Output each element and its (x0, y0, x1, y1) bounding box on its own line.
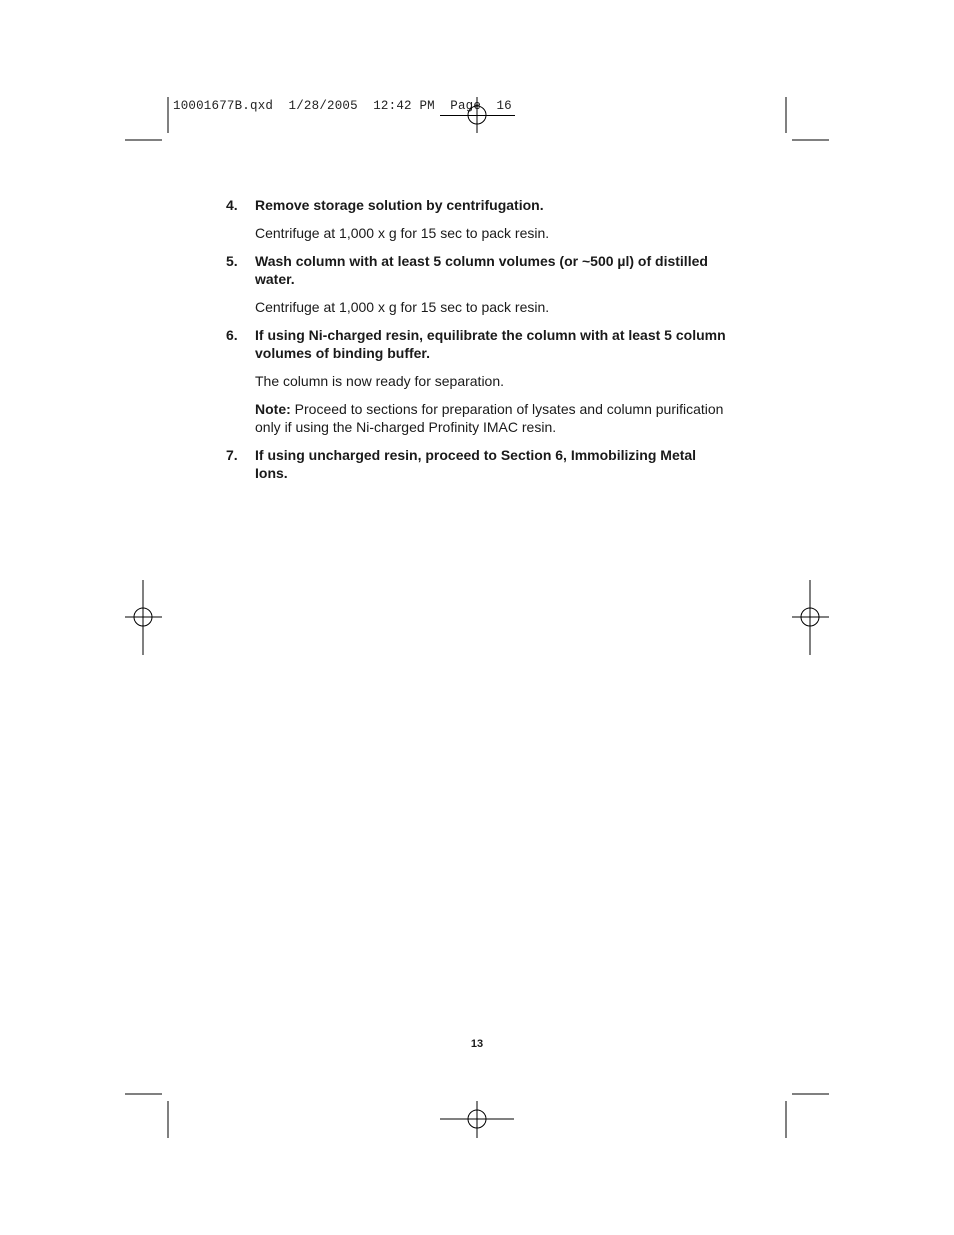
registration-mark-right (792, 580, 829, 655)
step-title: Remove storage solution by centrifugation. (255, 197, 544, 213)
note (226, 400, 726, 436)
step-5 (226, 252, 726, 288)
print-slug: 10001677B.qxd 1/28/2005 12:42 PM Page 16 (173, 99, 512, 113)
step-number: 4. (226, 197, 238, 213)
instructions (226, 196, 726, 482)
step-number: 6. (226, 327, 238, 343)
step-number: 7. (226, 447, 238, 463)
registration-mark-left (125, 580, 162, 655)
step-6 (226, 326, 726, 362)
note-text: Proceed to sections for preparation of lysates and column purification only if using the Ni-charged Profinity IMAC resin. (255, 401, 724, 435)
step-body: Centrifuge at 1,000 x g for 15 sec to pack resin. (255, 225, 550, 241)
step-title: If using uncharged resin, proceed to Section 6, Immobilizing Metal Ions. (255, 447, 697, 481)
step-body: The column is now ready for separation. (255, 373, 505, 389)
registration-mark-top (468, 97, 486, 133)
step-4 (226, 196, 726, 214)
page-number: 13 (470, 1038, 484, 1050)
step-body: Centrifuge at 1,000 x g for 15 sec to pack resin. (255, 299, 550, 315)
step-7 (226, 446, 726, 482)
step-title: If using Ni-charged resin, equilibrate the column with at least 5 column volumes of binding buffer. (255, 327, 726, 361)
registration-mark-bottom (440, 1101, 514, 1138)
note-label: Note: (255, 401, 291, 417)
step-title: Wash column with at least 5 column volumes (or ~500 µl) of distilled water. (255, 253, 708, 287)
step-number: 5. (226, 253, 238, 269)
